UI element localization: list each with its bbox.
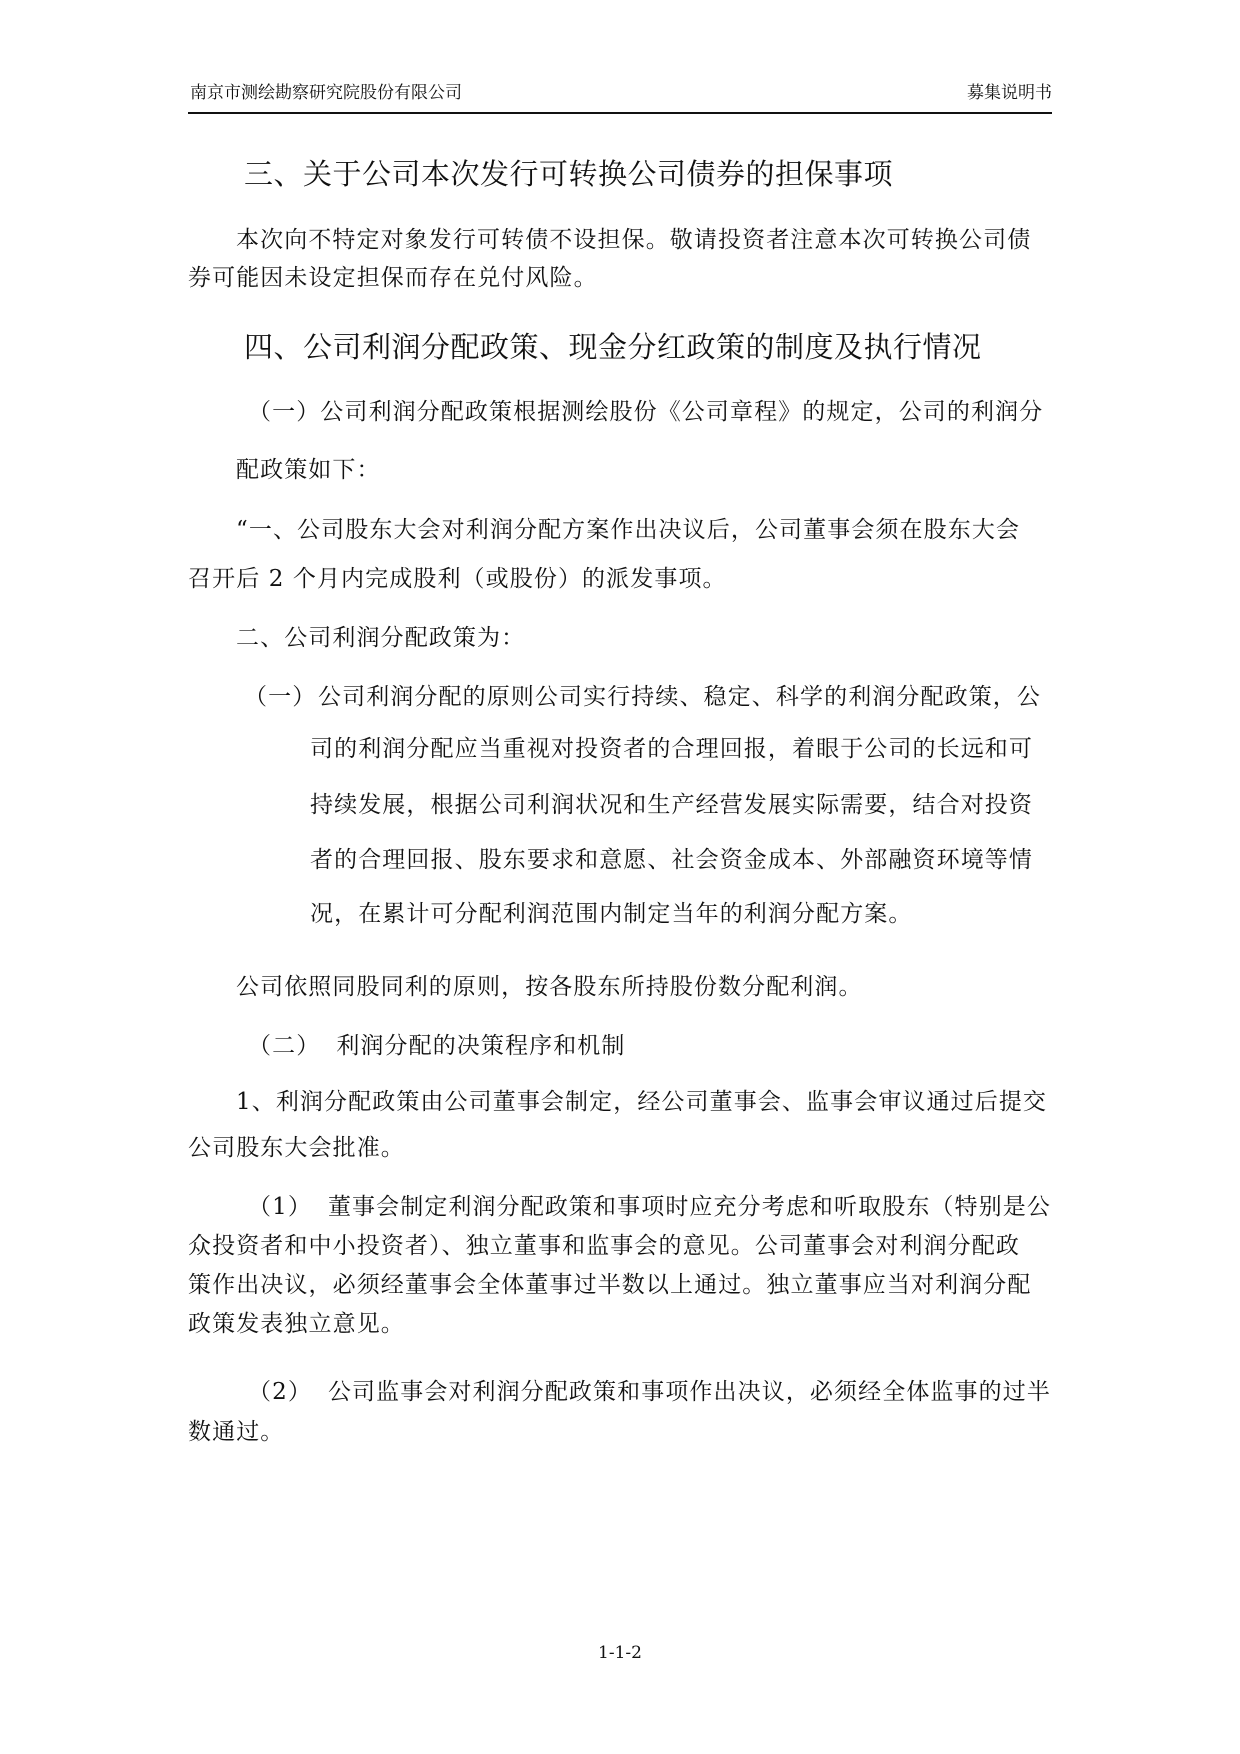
principle-line-4: 者的合理回报、股东要求和意愿、社会资金成本、外部融资环境等情 (310, 847, 1033, 873)
principle-line-2: 司的利润分配应当重视对投资者的合理回报，着眼于公司的长远和可 (310, 736, 1033, 762)
item-2-line-1 (248, 1373, 1051, 1406)
item-1-line-4: 政策发表独立意见。 (188, 1311, 405, 1337)
header-document-type: 募集说明书 (967, 83, 1052, 103)
principle-marker: （一） (244, 684, 317, 710)
subsection-1-heading: （一）公司利润分配政策 (248, 399, 514, 425)
item-1-line-1 (248, 1188, 1051, 1221)
item-2-line-2: 数通过。 (188, 1419, 285, 1445)
subsection-1-intro-line-2: 配政策如下： (236, 457, 381, 483)
item-1-marker: （1） (248, 1194, 312, 1220)
item-1-text: 董事会制定利润分配政策和事项时应充分考虑和听取股东（特别是公 (327, 1194, 1051, 1220)
subsection-2-heading (248, 1027, 626, 1060)
item-2-marker: （2） (248, 1379, 312, 1405)
header-divider (188, 112, 1052, 114)
page-header (190, 72, 1052, 112)
subsection-2-marker: （二） (248, 1033, 321, 1059)
item-2-label: 二、公司利润分配政策为： (236, 625, 526, 651)
quote-line-2: 召开后 2 个月内完成股利（或股份）的派发事项。 (188, 566, 727, 592)
same-share-line: 公司依照同股同利的原则，按各股东所持股份数分配利润。 (236, 974, 863, 1000)
item-1-line-3: 策作出决议，必须经董事会全体董事过半数以上通过。独立董事应当对利润分配 (188, 1272, 1032, 1298)
rule-1-line-1: 1、利润分配政策由公司董事会制定，经公司董事会、监事会审议通过后提交 (236, 1089, 1048, 1115)
page-number: 1-1-2 (598, 1643, 642, 1663)
principle-line-1: 公司利润分配的原则公司实行持续、稳定、科学的利润分配政策，公 (318, 684, 1041, 710)
subsection-2-text: 利润分配的决策程序和机制 (336, 1033, 626, 1059)
quote-line-1: “一、公司股东大会对利润分配方案作出决议后，公司董事会须在股东大会 (236, 517, 1021, 543)
subsection-1-intro-text: 根据测绘股份《公司章程》的规定，公司的利润分 (513, 399, 1044, 425)
section-3-text-line-2: 券可能因未设定担保而存在兑付风险。 (188, 265, 598, 291)
principle-line-3: 持续发展，根据公司利润状况和生产经营发展实际需要，结合对投资 (310, 792, 1033, 818)
principle-line-5: 况，在累计可分配利润范围内制定当年的利润分配方案。 (310, 901, 913, 927)
section-3-title: 三、关于公司本次发行可转换公司债券的担保事项 (244, 157, 894, 191)
item-1-line-2: 众投资者和中小投资者）、独立董事和监事会的意见。公司董事会对利润分配政 (188, 1233, 1020, 1259)
rule-1-line-2: 公司股东大会批准。 (188, 1135, 405, 1161)
subsection-1-intro (248, 393, 1043, 426)
section-4-title: 四、公司利润分配政策、现金分红政策的制度及执行情况 (244, 330, 982, 364)
section-3-text-line-1: 本次向不特定对象发行可转债不设担保。敬请投资者注意本次可转换公司债 (236, 227, 1032, 253)
header-company-name: 南京市测绘勘察研究院股份有限公司 (190, 83, 462, 103)
item-2-text: 公司监事会对利润分配政策和事项作出决议，必须经全体监事的过半 (327, 1379, 1051, 1405)
